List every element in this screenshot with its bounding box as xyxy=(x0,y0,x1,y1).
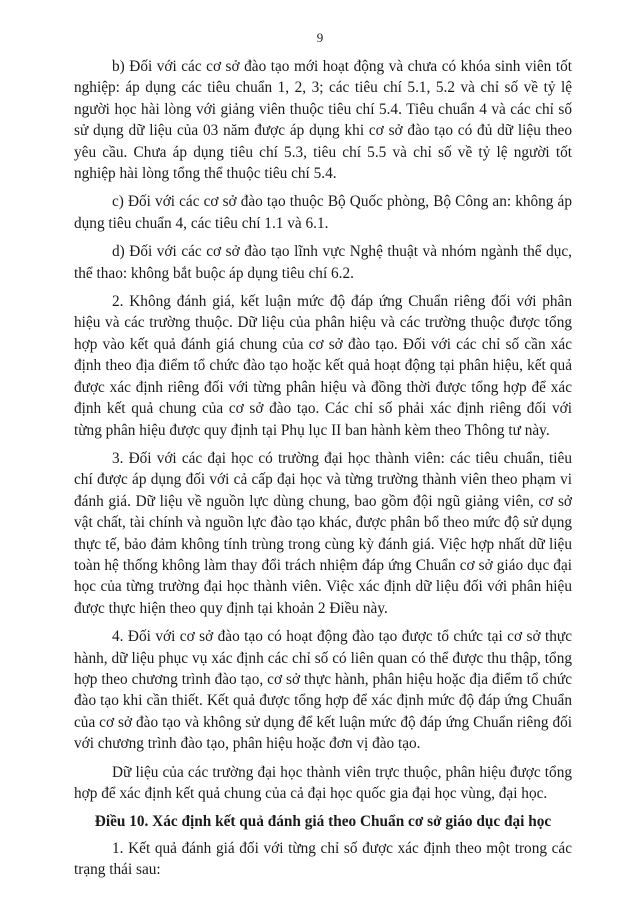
paragraph-b-new-institutions: b) Đối với các cơ sở đào tạo mới hoạt động và chưa có khóa sinh viên tốt nghiệp: áp dụng các tiêu chuẩn 1, 2, 3; các tiêu chí 5.1, 5.2 và chỉ số về tỷ lệ người học hài lòng với giảng viên thuộc tiêu chí 5.4. Tiêu chuẩn 4 và các chỉ số sử dụng dữ liệu của 03 năm được áp dụng khi cơ sở đào tạo có đủ dữ liệu theo yêu cầu. Chưa áp dụng tiêu chí 5.3, tiêu chí 5.5 và chỉ số về tỷ lệ người tốt nghiệp hài lòng tổng thể thuộc tiêu chí 5.4. xyxy=(74,58,572,183)
paragraph-aggregation: Dữ liệu của các trường đại học thành viên trực thuộc, phân hiệu được tổng hợp để xác định kết quả chung của cả đại học quốc gia đại học vùng, đại học. xyxy=(74,763,572,802)
paragraph-2-branches: 2. Không đánh giá, kết luận mức độ đáp ứng Chuẩn riêng đối với phân hiệu và các trường thuộc. Dữ liệu của phân hiệu và các trường thuộc được tổng hợp vào kết quả đánh giá chung của cơ sở đào tạo. Đối với các chỉ số cần xác định theo địa điểm tổ chức đào tạo hoặc kết quả hoạt động tại phân hiệu, kết quả được xác định riêng đối với từng phân hiệu và đồng thời được tổng hợp để xác định kết quả chung của cơ sở đào tạo. Các chỉ số phải xác định riêng đối với từng phân hiệu được quy định tại Phụ lục II ban hành kèm theo Thông tư này. xyxy=(74,293,572,439)
document-body xyxy=(74,56,572,888)
paragraph-c-defense-security: c) Đối với các cơ sở đào tạo thuộc Bộ Quốc phòng, Bộ Công an: không áp dụng tiêu chuẩn 4, các tiêu chí 1.1 và 6.1. xyxy=(74,193,572,232)
article-10-heading: Điều 10. Xác định kết quả đánh giá theo Chuẩn cơ sở giáo dục đại học xyxy=(94,813,552,831)
paragraph-d-arts-sports: d) Đối với các cơ sở đào tạo lĩnh vực Nghệ thuật và nhóm ngành thể dục, thể thao: không bắt buộc áp dụng tiêu chí 6.2. xyxy=(74,243,572,282)
paragraph-article-10-clause-1: 1. Kết quả đánh giá đối với từng chỉ số được xác định theo một trong các trạng thái sau: xyxy=(74,839,572,879)
paragraph-3-member-universities: 3. Đối với các đại học có trường đại học thành viên: các tiêu chuẩn, tiêu chí được áp dụng đối với cả cấp đại học và từng trường thành viên theo phạm vi đánh giá. Dữ liệu về nguồn lực dùng chung, bao gồm đội ngũ giảng viên, cơ sở vật chất, tài chính và nguồn lực đào tạo khác, được phân bổ theo mức độ sử dụng thực tế, bảo đảm không tính trùng trong cùng kỳ đánh giá. Việc hợp nhất dữ liệu toàn hệ thống không làm thay đổi trách nhiệm đáp ứng Chuẩn cơ sở giáo dục đại học của từng trường đại học thành viên. Việc xác định dữ liệu đối với phân hiệu được thực hiện theo quy định tại khoản 2 Điều này. xyxy=(74,449,572,617)
paragraph-4-practice-facilities: 4. Đối với cơ sở đào tạo có hoạt động đào tạo được tổ chức tại cơ sở thực hành, dữ liệu phục vụ xác định các chỉ số có liên quan có thể được thu thập, tổng hợp theo chương trình đào tạo, cơ sở thực hành, phân hiệu hoặc địa điểm tổ chức đào tạo khi cần thiết. Kết quả được tổng hợp để xác định mức độ đáp ứng Chuẩn của cơ sở đào tạo và không sử dụng để kết luận mức độ đáp ứng Chuẩn riêng đối với chương trình đào tạo, phân hiệu hoặc đơn vị đào tạo. xyxy=(74,628,572,753)
page-number: 9 xyxy=(316,30,324,45)
